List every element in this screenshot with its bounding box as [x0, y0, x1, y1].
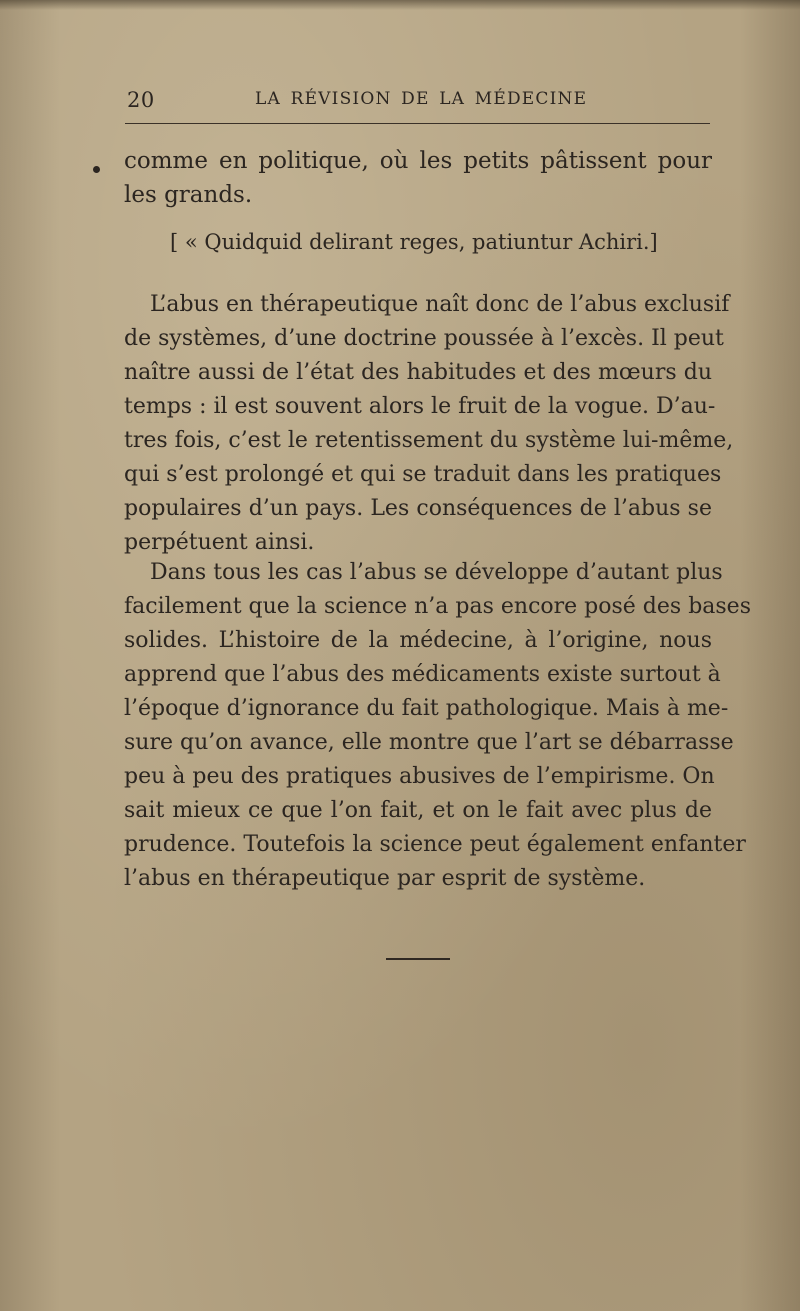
text-line: naître aussi de l’état des habitudes et des mœurs du [124, 360, 712, 385]
text-line: solides. L’histoire de la médecine, à l’origine, nous [124, 628, 712, 653]
page-number: 20 [127, 88, 155, 112]
margin-mark [93, 166, 100, 173]
paragraph-2 [124, 556, 751, 896]
text-line: L’abus en thérapeutique naît donc de l’abus exclusif [150, 292, 730, 317]
text-line: tres fois, c’est le retentissement du système lui-même, [124, 428, 734, 453]
text-line: temps : il est souvent alors le fruit de la vogue. D’au- [124, 394, 716, 419]
text-line: apprend que l’abus des médicaments existe surtout à [124, 662, 721, 687]
text-line: l’époque d’ignorance du fait pathologique. Mais à me- [124, 696, 729, 721]
text-line: peu à peu des pratiques abusives de l’empirisme. On [124, 764, 715, 789]
text-line: de systèmes, d’une doctrine poussée à l’excès. Il peut [124, 326, 724, 351]
text-line: comme en politique, où les petits pâtissent pour [124, 148, 712, 174]
text-line: sait mieux ce que l’on fait, et on le fait avec plus de [124, 798, 712, 823]
text-line: l’abus en thérapeutique par esprit de système. [124, 866, 646, 891]
running-title: LA RÉVISION DE LA MÉDECINE [255, 89, 588, 109]
text-line: Dans tous les cas l’abus se développe d’autant plus [150, 560, 723, 585]
text-line: populaires d’un pays. Les conséquences de l’abus se [124, 496, 712, 521]
text-line: sure qu’on avance, elle montre que l’art se débarrasse [124, 730, 734, 755]
section-end-rule [386, 958, 450, 960]
intro-paragraph [124, 144, 712, 212]
page-top-edge [0, 0, 800, 10]
text-line: facilement que la science n’a pas encore posé des bases [124, 594, 751, 619]
text-line: qui s’est prolongé et qui se traduit dans les pratiques [124, 462, 722, 487]
text-line: prudence. Toutefois la science peut également enfanter [124, 832, 746, 857]
paragraph-1 [124, 288, 734, 560]
page-header [123, 86, 713, 118]
text-line: perpétuent ainsi. [124, 530, 315, 555]
header-rule [125, 123, 710, 124]
latin-quote: [ « Quidquid delirant reges, patiuntur Achiri.] [170, 230, 658, 254]
text-line: les grands. [124, 182, 253, 208]
